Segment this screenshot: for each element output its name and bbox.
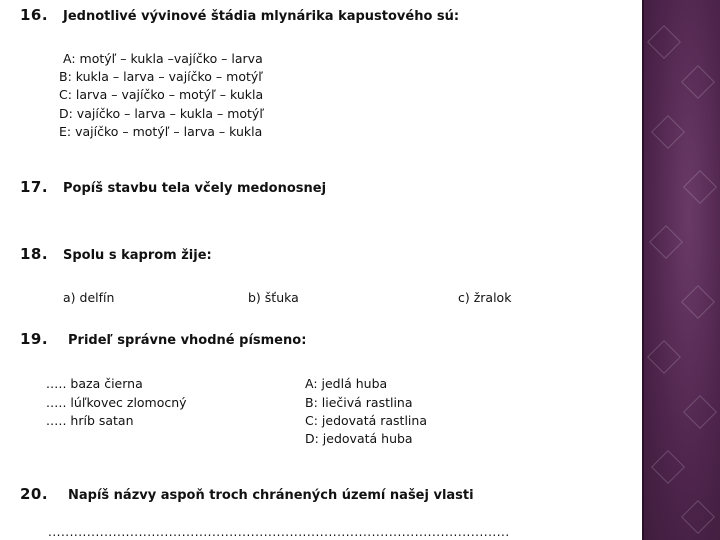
question-17-number: 17. [20,178,49,196]
diamond-pattern-icon [649,225,683,259]
question-19-answer-a: A: jedlá huba [305,376,388,391]
diamond-pattern-icon [681,65,715,99]
question-20-text: Napíš názvy aspoň troch chránených území našej vlasti [68,488,474,503]
question-19-answer-b: B: liečivá rastlina [305,395,413,410]
question-19-number: 19. [20,330,49,348]
question-19-item-2: .…. lúľkovec zlomocný [46,395,187,410]
decorative-sidebar [642,0,720,540]
question-18-number: 18. [20,245,49,263]
question-19-text: Prideľ správne vhodné písmeno: [68,333,307,348]
question-16-option-a: A: motýľ – kukla –vajíčko – larva [63,51,263,66]
question-16-option-b: B: kukla – larva – vajíčko – motýľ [59,69,263,84]
question-16-number: 16. [20,6,49,24]
sidebar-divider [642,0,644,540]
question-20-number: 20. [20,485,49,503]
question-19-answer-c: C: jedovatá rastlina [305,413,427,428]
diamond-pattern-icon [683,170,717,204]
question-18-text: Spolu s kaprom žije: [63,248,212,263]
question-19-item-3: .…. hríb satan [46,413,134,428]
diamond-pattern-icon [681,500,715,534]
question-18-option-a: a) delfín [63,290,115,305]
question-18-option-b: b) šťuka [248,290,299,305]
question-19-answer-d: D: jedovatá huba [305,431,413,446]
question-16-option-e: E: vajíčko – motýľ – larva – kukla [59,124,263,139]
diamond-pattern-icon [681,285,715,319]
question-16-option-d: D: vajíčko – larva – kukla – motýľ [59,106,265,121]
question-17-text: Popíš stavbu tela včely medonosnej [63,181,327,196]
answer-blank-line[interactable]: ........................................................................................................... [48,525,510,539]
diamond-pattern-icon [647,25,681,59]
diamond-pattern-icon [651,115,685,149]
diamond-pattern-icon [683,395,717,429]
diamond-pattern-icon [647,340,681,374]
question-18-option-c: c) žralok [458,290,512,305]
question-19-item-1: .…. baza čierna [46,376,143,391]
diamond-pattern-icon [651,450,685,484]
question-16-text: Jednotlivé vývinové štádia mlynárika kapustového sú: [63,9,460,24]
question-16-option-c: C: larva – vajíčko – motýľ – kukla [59,87,264,102]
